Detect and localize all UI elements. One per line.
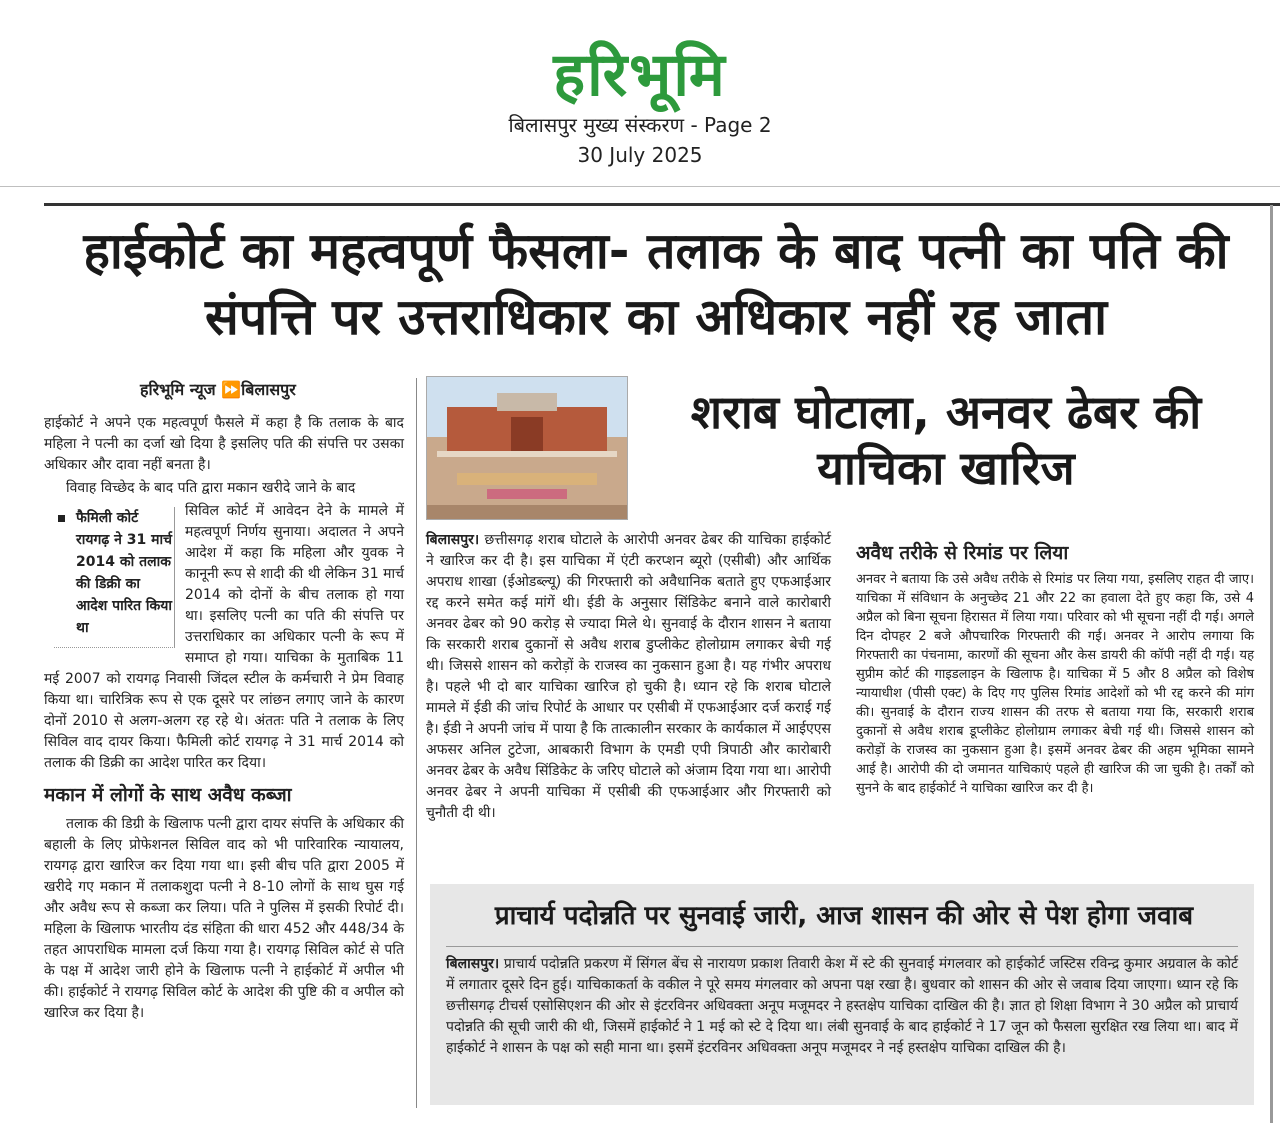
highlight-box xyxy=(54,507,175,648)
right-rule xyxy=(1270,205,1273,1123)
high-court-building-photo xyxy=(426,376,628,520)
article3-text: प्राचार्य पदोन्नति प्रकरण में सिंगल बेंच से नारायण प्रकाश तिवारी केश में स्टे की सुनवाई मंगलवार को हाईकोर्ट जस्टिस रविन्द्र कुमार अग्रवाल के कोर्ट में लगातार दूसरे दिन हुई। याचिकाकर्ता के वकील ने पूरे समय मंगलवार को अपना पक्ष रखा है। बुधवार को शासन की ओर से जवाब दिया जाएगा। ध्यान रहे कि छत्तीसगढ़ टीचर्स एसोसिएशन की ओर से इंटरविनर अधिवक्ता अनूप मजूमदर ने हस्तक्षेप याचिका दाखिल की है। ज्ञात हो शिक्षा विभाग ने 30 अप्रैल को प्राचार्य पदोन्नति की सूची जारी की थी, जिसमें हाईकोर्ट ने 1 मई को स्टे दे दिया था। लंबी सुनवाई के बाद हाईकोर्ट ने 17 जून को फैसला सुरक्षित रख लिया था। बाद में हाईकोर्ट ने शासन के पक्ष को सही माना था। इसमें इंटरविनर अधिवक्ता अनूप मजूमदर ने नई हस्तक्षेप याचिका दाखिल की है। xyxy=(446,956,1238,1056)
main-headline: हाईकोर्ट का महत्वपूर्ण फैसला- तलाक के बाद पत्नी का पति की संपत्ति पर उत्तराधिकार का अधिकार नहीं रह जाता xyxy=(83,222,1229,346)
masthead xyxy=(0,0,1280,187)
article3-box xyxy=(430,884,1254,1105)
article1-paragraph-2-lead: विवाह विच्छेद के बाद पति द्वारा मकान खरीदे जाने के बाद xyxy=(66,480,356,496)
column-divider xyxy=(416,378,417,1108)
article2-continuation xyxy=(856,540,1254,798)
article3-rule xyxy=(446,946,1238,947)
article2-subhead: अवैध तरीके से रिमांड पर लिया xyxy=(856,542,1069,564)
article1-paragraph-1: हाईकोर्ट ने अपने एक महत्वपूर्ण फैसले में कहा है कि तलाक के बाद महिला ने पत्नी का दर्जा खो दिया है इसलिए पति की संपत्ति पर उसका अधिकार और दावा नहीं बनता है। xyxy=(44,415,404,473)
highlight-text: फैमिली कोर्ट रायगढ़ ने 31 मार्च 2014 को तलाक की डिक्री का आदेश पारित किया था xyxy=(76,510,173,636)
article2-headline: शराब घोटाला, अनवर ढेबर की याचिका खारिज xyxy=(690,385,1202,495)
dateline: बिलासपुर। xyxy=(426,532,480,548)
top-rule xyxy=(44,203,1280,206)
article1-body xyxy=(44,413,404,1026)
article2-body xyxy=(426,530,831,824)
square-bullet-icon xyxy=(58,515,65,522)
article1-subhead: मकान में लोगों के साथ अवैध कब्जा xyxy=(44,784,292,806)
newspaper-logo: हरिभूमि xyxy=(553,40,727,110)
article2-text-2: अनवर ने बताया कि उसे अवैध तरीके से रिमांड पर लिया गया, इसलिए राहत दी जाए। याचिका में संविधान के अनुच्छेद 21 और 22 का हवाला देते हुए कहा कि, उसे 4 अप्रैल को बिना सूचना हिरासत में लिया गया। परिवार को भी सूचना नहीं दी गई। अगले दिन दोपहर 2 बजे औपचारिक गिरफ्तारी की गई। अनवर ने आरोप लगाया कि गिरफ्तारी का पंचनामा, कारणों की सूचना और केस डायरी की कॉपी नहीं दी गई। यह सुप्रीम कोर्ट की गाइडलाइन के खिलाफ है। याचिका में 5 और 8 अप्रैल को विशेष न्यायाधीश (पीसी एक्ट) के दिए गए पुलिस रिमांड आदेशों को भी रद्द करने की मांग की। सुनवाई के दौरान राज्य शासन की तरफ से बताया गया कि, सरकारी शराब दुकानों से अवैध शराब डूप्लीकेट होलोग्राम लगाकर बेची गई थी। जिससे शासन को करोड़ों के राजस्व का नुकसान हुआ है। इसमें अनवर ढेबर की अहम भूमिका सामने आई है। आरोपी की दो जमानत याचिकाएं पहले ही खारिज की जा चुकी है। तर्कों को सुनने के बाद हाईकोर्ट ने याचिका खारिज कर दी है। xyxy=(856,572,1254,796)
article3-body xyxy=(446,954,1238,1059)
edition-label: बिलासपुर मुख्य संस्करण - Page 2 xyxy=(508,113,772,137)
article3-headline: प्राचार्य पदोन्नति पर सुनवाई जारी, आज शासन की ओर से पेश होगा जवाब xyxy=(494,901,1194,931)
byline: हरिभूमि न्यूज ⏩बिलासपुर xyxy=(140,380,296,399)
article3-dateline: बिलासपुर। xyxy=(446,956,500,972)
high-court-building-illustration xyxy=(427,377,627,519)
edition-date: 30 July 2025 xyxy=(577,143,703,167)
article1-paragraph-3: तलाक की डिग्री के खिलाफ पत्नी द्वारा दायर संपत्ति के अधिकार की बहाली के लिए प्रोफेशनल सिविल वाद को भी पारिवारिक न्यायालय, रायगढ़ द्वारा खारिज कर दिया गया था। इसी बीच पति द्वारा 2005 में खरीदे गए मकान में तलाकशुदा पत्नी ने 8-10 लोगों के साथ घुस गई और अवैध रूप से कब्जा कर लिया। पति ने पुलिस में इसकी रिपोर्ट दी। महिला के खिलाफ भारतीय दंड संहिता की धारा 452 और 448/34 के तहत आपराधिक मामला दर्ज किया गया है। रायगढ़ सिविल कोर्ट से पति के पक्ष में आदेश जारी होने के खिलाफ पत्नी ने हाईकोर्ट में अपील भी की। हाईकोर्ट ने रायगढ़ सिविल कोर्ट के आदेश की पुष्टि की व अपील को खारिज कर दिया है। xyxy=(44,816,404,1021)
article2-text: छत्तीसगढ़ शराब घोटाले के आरोपी अनवर ढेबर की याचिका हाईकोर्ट ने खारिज कर दी है। इस याचिका में एंटी करप्शन ब्यूरो (एसीबी) और आर्थिक अपराध शाखा (ईओडब्ल्यू) की गिरफ्तारी को अवैधानिक बताते हुए एफआईआर रद्द करने समेत कई मांगें थी। ईडी के अनुसार सिंडिकेट बनाने वाले कारोबारी अनवर ढेबर को 90 करोड़ से ज्यादा मिले थे। सुनवाई के दौरान शासन ने बताया कि सरकारी शराब दुकानों से अवैध शराब डुप्लीकेट होलोग्राम लगाकर बेची गई थी। जिससे शासन को करोड़ों के राजस्व का नुकसान हुआ है। यह गंभीर अपराध है। पहले भी दो बार याचिका खारिज हो चुकी है। ध्यान रहे कि शराब घोटाले मामले में ईडी की जांच रिपोर्ट के आधार पर एसीबी में एफआईआर दर्ज कराई गई है। ईडी ने अपनी जांच में पाया है कि तात्कालीन सरकार के कार्यकाल में आईएएस अफसर अनिल टुटेजा, आबकारी विभाग के एमडी एपी त्रिपाठी और कारोबारी अनवर ढेबर के अवैध सिंडिकेट के जरिए घोटाले को अंजाम दिया गया था। आरोपी अनवर ढेबर ने अपनी याचिका में एसीबी की एफआईआर और गिरफ्तारी को चुनौती दी थी। xyxy=(426,532,831,821)
article1-paragraph-2: सिविल कोर्ट में आवेदन देने के मामले में महत्वपूर्ण निर्णय सुनाया। अदालत ने अपने आदेश में कहा कि महिला और युवक ने कानूनी रूप से शादी की थी लेकिन 31 मार्च 2014 को दोनों के बीच तलाक हो गया था। इसलिए पत्नी का पति की संपत्ति पर उत्तराधिकार का अधिकार पत्नी के रूप में समाप्त हो गया। याचिका के मुताबिक 11 मई 2007 को रायगढ़ निवासी जिंदल स्टील के कर्मचारी ने प्रेम विवाह किया था। चारित्रिक रूप से एक दूसरे पर लांछन लगाए जाने के कारण दोनों 2010 से अलग-अलग रह रहे थे। अंततः पति ने तलाक के लिए सिविल वाद दायर किया। फैमिली कोर्ट रायगढ़ ने 31 मार्च 2014 को तलाक की डिक्री का आदेश पारित कर दिया। xyxy=(44,503,404,771)
